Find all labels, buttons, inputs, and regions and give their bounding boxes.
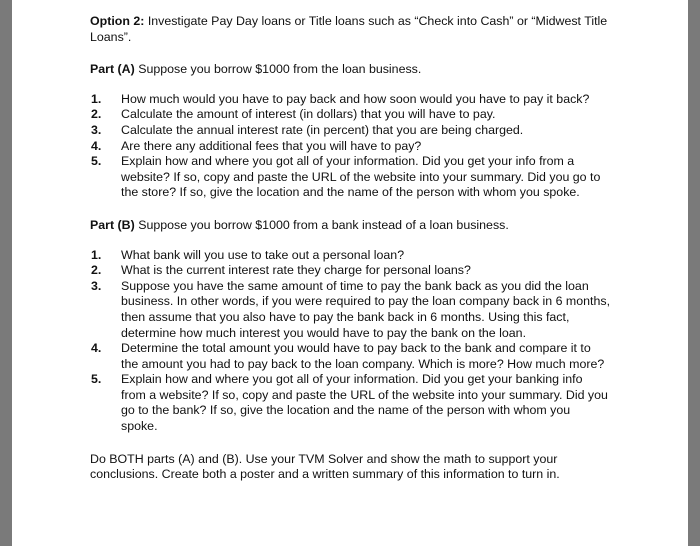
part-a-list <box>90 92 610 201</box>
list-item <box>90 372 610 434</box>
list-number: 3. <box>91 278 102 293</box>
part-b-label: Part (B) <box>90 217 135 232</box>
conclusion-text: Do BOTH parts (A) and (B). Use your TVM Solver and show the math to support your conclusions. Create both a poster and a written summary of this information to turn in. <box>90 451 560 482</box>
list-number: 1. <box>91 247 102 262</box>
document-content <box>90 14 610 483</box>
list-number: 1. <box>91 91 102 106</box>
list-item <box>90 279 610 341</box>
list-number: 4. <box>91 341 102 356</box>
option-label: Option 2: <box>90 14 145 28</box>
part-a-intro-text: Suppose you borrow $1000 from the loan business. <box>134 62 422 77</box>
list-item <box>90 107 610 123</box>
option-text: Investigate Pay Day loans or Title loans such as “Check into Cash” or “Midwest Title Loans”. <box>90 14 608 44</box>
list-number: 2. <box>91 107 102 122</box>
list-item-text: Suppose you have the same amount of time to pay the bank back as you did the loan business. In other words, if you were required to pay the loan company back in 6 months, then assume that you also have to pay the bank back in 6 months. Using this fact, determine how much interest you would have to pay the bank on the loan. <box>121 278 611 340</box>
list-item-text: Calculate the annual interest rate (in percent) that you are being charged. <box>121 122 524 137</box>
option-heading <box>90 14 610 45</box>
part-a-label: Part (A) <box>90 62 135 77</box>
list-number: 3. <box>91 122 102 137</box>
list-item <box>90 263 610 279</box>
part-a-intro <box>90 62 610 78</box>
list-item <box>90 248 610 264</box>
list-item-text: Explain how and where you got all of your information. Did you get your info from a website? If so, copy and paste the URL of the website into your summary. Did you go to the store? If so, give the location and the name of the person with whom you spoke. <box>121 154 601 200</box>
list-item <box>90 154 610 201</box>
list-item <box>90 123 610 139</box>
part-b-intro <box>90 218 610 234</box>
list-number: 2. <box>91 263 102 278</box>
list-item-text: What bank will you use to take out a personal loan? <box>121 247 405 262</box>
list-number: 4. <box>91 138 102 153</box>
list-item-text: How much would you have to pay back and how soon would you have to pay it back? <box>121 91 590 106</box>
list-item-text: Determine the total amount you would have to pay back to the bank and compare it to the amount you had to pay back to the loan company. Which is more? How much more? <box>121 341 605 371</box>
list-item <box>90 92 610 108</box>
part-b-intro-text: Suppose you borrow $1000 from a bank instead of a loan business. <box>134 217 509 232</box>
list-item-text: Calculate the amount of interest (in dollars) that you will have to pay. <box>121 107 496 122</box>
list-number: 5. <box>91 372 102 387</box>
list-item <box>90 139 610 155</box>
list-item-text: Are there any additional fees that you will have to pay? <box>121 138 422 153</box>
list-item-text: What is the current interest rate they charge for personal loans? <box>121 263 471 278</box>
list-item <box>90 341 610 372</box>
part-b-list <box>90 248 610 435</box>
list-number: 5. <box>91 154 102 169</box>
list-item-text: Explain how and where you got all of your information. Did you get your banking info from a website? If so, copy and paste the URL of the website into your summary. Did you go to the bank? If so, give the location and the name of the person with whom you spoke. <box>121 372 608 434</box>
document-page <box>12 0 688 546</box>
